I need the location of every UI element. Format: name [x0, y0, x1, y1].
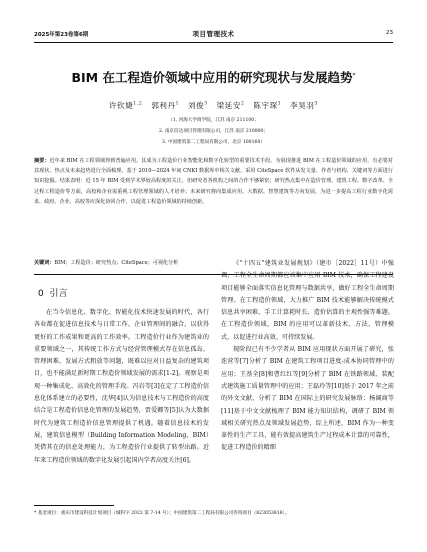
footnote-rule — [34, 505, 114, 506]
abstract-label: 摘要： — [34, 158, 50, 164]
body-paragraph: 现阶段已有不少学者从 BIM 应用现状方面开展了研究，张连营等[7]分析了 BIM 在建筑工程项目进度-成本协同管理中的应用；王基全[8]和曹红红等[9]分析了 BIM 在铁路领域、装配式建筑施工质量管理中的应用；王磊玲等[10]基于 2017 年之前的外文文献，分析了 BIM 在国际上的研究发展脉络；杨阔商等[11]基于中文文献梳理了 BIM 能力知识结构，调研了 BIM 领域相关研究热点及领域发展趋势，综上所述，BIM 作为一种变革性的生产工具，能有效提高建筑生产过程成本计算的可靠性，促进工程造价的精细 — [221, 346, 394, 452]
author-name: 许钦婕 — [109, 101, 134, 110]
body-paragraph: 在当今信息化、数字化、智能化技术快速发展的时代，各行各业都在促进信息技术与日常工作、企业管理间的融合，以获得更好的工作成果和更高的工作效率。工程造价行业作为建筑业的重要领域之一，其传统工作方式与经营管理模式存在信息孤岛、管理困难、发展方式粗放等问题，既难以应对日益复杂的建筑项目，也不能满足新时期工程造价领域发展的需求[1-2]。观察是项观一种集成化、高效化的管理手段。冯岩等[3]在定了工程造价信息化体系建立的必要性，沈华[4]认为信息技术与工程造价的高度结合是工程造价信息化管理的发展趋势，贾爱卿等[5]认为大数据时代为建筑工程造价信息管理提供了机遇。随着信息技术的发展，建筑信息模型（Building Information Modeling，BIM）凭借其在的信息处理能力，为工程造价行业提供了转型出路。近年来工程造价领域的数字化发展引起国内学者高度关注[6]。 — [34, 309, 209, 464]
section-number: 0 — [38, 289, 44, 299]
author-affiliation-mark: 1 — [175, 101, 180, 107]
title-footnote-mark: * — [352, 71, 356, 79]
body-column-left — [34, 307, 209, 495]
keywords-text: BIM；工程造价；研究热点；CiteSpace；可视化分析 — [54, 260, 179, 266]
body-paragraph: 《"十四五"建筑业发展规划》（建市［2022］11号）中强调，工程全生命周期都应该集中应用 BIM 技术，确保工程建设项目能够全面落实信息化管理与数据共享，做好工程全生命周期管理。在工程造价领域，大力推广 BIM 技术能够解决传统模式信息共享困难、手工计算耗时长、造价估算的主观性强等难题。在工程造价领域，BIM 的应用可以革新技术、方法、管理模式，以促进行业高效、可持续发展。 — [221, 260, 394, 341]
footnote: * 基金项目：重庆市建设科技计划项目（城科字 2023 第 7-14 号）；中国建筑第二工程局有限公司咨询项目（823053816）。 — [34, 511, 290, 516]
abstract — [34, 156, 393, 248]
page-number: 23 — [386, 30, 393, 36]
author-name: 梁延安 — [216, 101, 241, 110]
author — [253, 101, 281, 110]
affiliation: 2. 南京信达项目管理有限公司，江苏 南京 210000； — [159, 129, 268, 134]
author-name: 郭利丹 — [151, 101, 176, 110]
paper-title — [0, 68, 427, 86]
author-name: 李昊羽 — [290, 101, 315, 110]
author-name: 陈宇琛 — [253, 101, 278, 110]
author — [290, 101, 318, 110]
author-affiliation-mark: 2 — [240, 101, 245, 107]
author-affiliation-mark: 1 — [277, 101, 282, 107]
paper-title-text: BIM 在工程造价领域中应用的研究现状与发展趋势 — [71, 70, 353, 85]
author-affiliation-mark: 1,2 — [133, 101, 143, 107]
keywords-label: 关键词： — [34, 260, 55, 266]
author-list — [0, 100, 427, 111]
author — [151, 101, 179, 110]
section-heading — [38, 286, 67, 299]
header-rule — [34, 42, 393, 43]
abstract-text: 近年来 BIM 在工程领域得到普遍应用，其成为工程造价行业智能化和数字化转型的重要技术手段。为展现推进 BIM 在工程造价领域的应用，有必要对其现状、热点及未来趋势进行全面梳理。基于 2010—2024 年间 CNKI 数据库中相关文献，采用 CiteSpace 软件从发文量、作者与机构、关键词等方面进行知识挖掘。结果表明：近 15 年 BIM 受到学术界较高程度的关注，但研究者各机构之间的合作不够紧密；研究热点集中在造价管理、建筑工程、数字改革、全过程工程造价等方面，高校和企业需重视工程管理领域的人才培养；未来研究将向集成应用、大数据、智慧建筑等方向发展。为进一步提高工程行业数字化需求，政府、企业、高校等应深化协同合作，以促进工程造价领域的持续创新。 — [34, 158, 393, 205]
journal-name: 项目管理技术 — [192, 30, 235, 38]
section-title: 引言 — [49, 289, 68, 299]
author-name: 刘俊 — [188, 101, 205, 110]
body-column-right — [221, 258, 394, 495]
author — [188, 101, 208, 110]
author-affiliation-mark: 3 — [204, 101, 208, 107]
affiliation: （1. 河海大学商学院，江苏 南京 211100； — [168, 118, 259, 123]
affiliation: 3. 中国建筑第二工程局有限公司，北京 100160） — [162, 140, 265, 145]
author — [109, 101, 142, 110]
journal-issue: 2025年第23卷第6期 — [34, 32, 89, 38]
author-affiliation-mark: 3 — [314, 101, 318, 107]
author — [217, 101, 245, 110]
